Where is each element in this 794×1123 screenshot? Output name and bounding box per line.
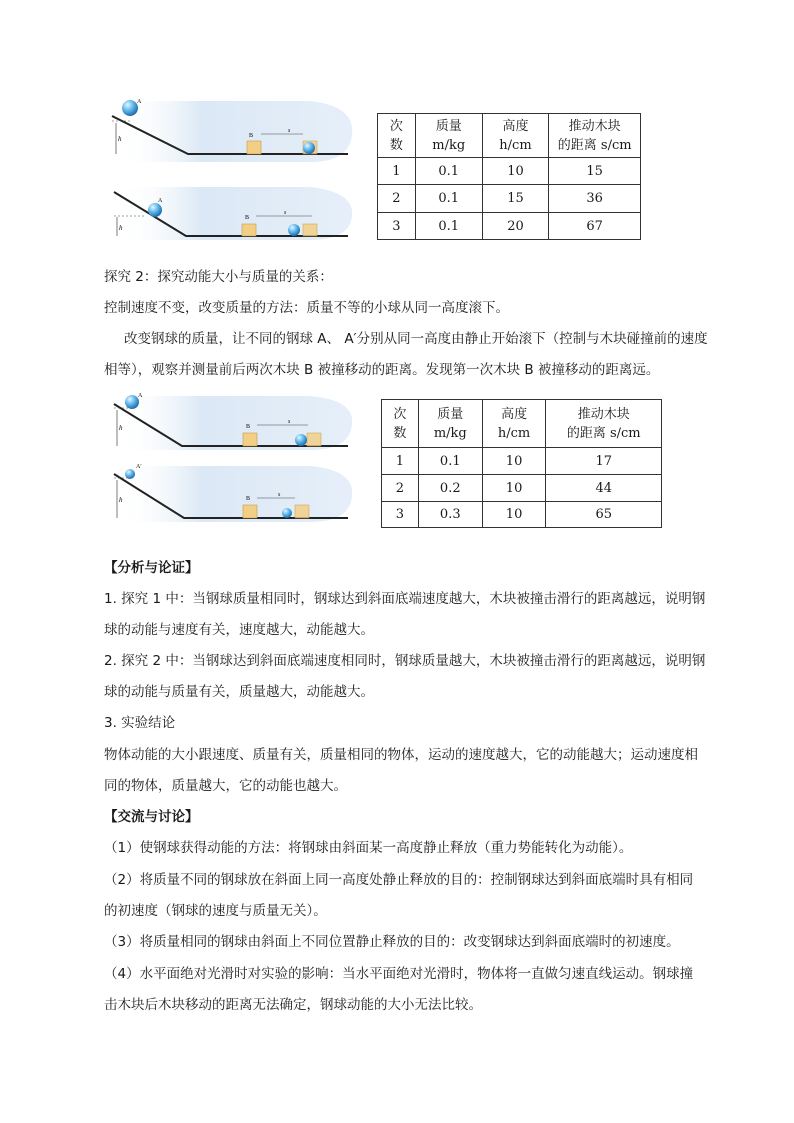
table-cell: 15 <box>549 158 641 185</box>
exp1-table <box>377 113 641 240</box>
ball-a-prime <box>125 469 135 479</box>
col-header-height: 高度 h/cm <box>482 400 546 448</box>
table-cell: 0.2 <box>418 475 482 502</box>
table-cell: 0.3 <box>418 502 482 528</box>
analysis-point1-line1: 1. 探究 1 中：当钢球质量相同时，钢球达到斜面底端速度越大，木块被撞击滑行的距离越远，说明钢 <box>104 591 706 607</box>
analysis-conclusion-line2: 同的物体，质量越大，它的动能也越大。 <box>104 778 347 794</box>
ball-a <box>148 203 162 217</box>
analysis-conclusion-title: 3. 实验结论 <box>104 715 176 731</box>
table-cell: 2 <box>382 475 419 502</box>
table-header-row <box>382 400 662 448</box>
table-row <box>382 502 662 528</box>
table-cell: 2 <box>378 185 416 213</box>
analysis-point1-line2: 球的动能与速度有关，速度越大，动能越大。 <box>104 622 374 638</box>
table-cell: 20 <box>482 213 549 240</box>
table-cell: 15 <box>482 185 549 213</box>
exp2-title: 探究 2：探究动能大小与质量的关系： <box>104 269 333 285</box>
height-label: h <box>118 135 122 143</box>
table-cell: 1 <box>378 158 416 185</box>
table-cell: 3 <box>382 502 419 528</box>
discussion-item1: （1）使钢球获得动能的方法：将钢球由斜面某一高度静止释放（重力势能转化为动能）。 <box>104 840 633 856</box>
col-header-distance: 推动木块 的距离 s/cm <box>549 114 641 158</box>
analysis-point2-line1: 2. 探究 2 中：当钢球达到斜面底端速度相同时，钢球质量越大，木块被撞击滑行的距离越远，说明钢 <box>104 653 706 669</box>
ball-label: A <box>158 198 163 204</box>
col-header-trial: 次 数 <box>378 114 416 158</box>
ball-label: A <box>138 393 143 399</box>
block-b <box>243 505 257 518</box>
discussion-item4-line2: 击木块后木块移动的距离无法确定，钢球动能的大小无法比较。 <box>104 997 482 1013</box>
table-cell: 65 <box>546 502 662 528</box>
table-cell: 44 <box>546 475 662 502</box>
distance-label: s <box>284 210 287 216</box>
block-label: B <box>245 215 250 221</box>
distance-label: s <box>278 492 281 498</box>
table-row <box>378 213 641 240</box>
block-b <box>243 433 257 446</box>
distance-label: s <box>288 128 291 134</box>
analysis-heading: 【分析与论证】 <box>104 560 199 576</box>
analysis-point2-line2: 球的动能与质量有关，质量越大，动能越大。 <box>104 684 374 700</box>
table-header-row <box>378 114 641 158</box>
table-row <box>382 448 662 475</box>
height-label: h <box>119 496 123 504</box>
block-label: B <box>246 424 251 430</box>
col-header-distance: 推动木块 的距离 s/cm <box>546 400 662 448</box>
discussion-item2-line2: 的初速度（钢球的速度与质量无关）。 <box>104 903 327 919</box>
col-header-height: 高度 h/cm <box>482 114 549 158</box>
exp1-diagram-top <box>100 96 356 166</box>
exp2-description-line2: 相等），观察并测量前后两次木块 B 被撞移动的距离。发现第一次木块 B 被撞移动的距离远。 <box>104 362 660 378</box>
ball-a <box>125 395 139 409</box>
table-row <box>378 185 641 213</box>
exp2-diagram-bottom <box>100 462 356 526</box>
block-label: B <box>246 496 251 502</box>
table-cell: 10 <box>482 158 549 185</box>
height-label: h <box>119 224 123 232</box>
table-cell: 1 <box>382 448 419 475</box>
discussion-heading: 【交流与讨论】 <box>104 809 199 825</box>
exp2-description-line1: 改变钢球的质量，让不同的钢球 A、 A′分别从同一高度由静止开始滚下（控制与木块碰撞前的速度 <box>124 331 708 347</box>
col-header-trial: 次 数 <box>382 400 419 448</box>
table-cell: 10 <box>482 475 546 502</box>
height-label: h <box>119 424 123 432</box>
table-cell: 10 <box>482 448 546 475</box>
analysis-conclusion-line1: 物体动能的大小跟速度、质量有关，质量相同的物体，运动的速度越大，它的动能越大；运动速度相 <box>104 747 698 763</box>
exp2-diagram-top <box>100 392 356 454</box>
col-header-mass: 质量 m/kg <box>415 114 482 158</box>
table-cell: 17 <box>546 448 662 475</box>
exp2-table <box>381 399 662 528</box>
table-cell: 0.1 <box>415 185 482 213</box>
table-cell: 36 <box>549 185 641 213</box>
col-header-mass: 质量 m/kg <box>418 400 482 448</box>
table-cell: 0.1 <box>418 448 482 475</box>
table-cell: 10 <box>482 502 546 528</box>
discussion-item2-line1: （2）将质量不同的钢球放在斜面上同一高度处静止释放的目的：控制钢球达到斜面底端时具有相同 <box>104 872 694 888</box>
table-row <box>382 475 662 502</box>
exp2-method: 控制速度不变，改变质量的方法：质量不等的小球从同一高度滚下。 <box>104 300 509 316</box>
distance-label: s <box>288 419 291 425</box>
ball-label: A′ <box>136 464 142 470</box>
table-cell: 3 <box>378 213 416 240</box>
discussion-item3: （3）将质量相同的钢球由斜面上不同位置静止释放的目的：改变钢球达到斜面底端时的初速度。 <box>104 934 680 950</box>
block-label: B <box>249 133 254 139</box>
block-b <box>242 224 256 236</box>
ball-a <box>122 100 138 116</box>
discussion-item4-line1: （4）水平面绝对光滑时对实验的影响：当水平面绝对光滑时，物体将一直做匀速直线运动。钢球撞 <box>104 966 694 982</box>
table-cell: 0.1 <box>415 213 482 240</box>
ball-label: A <box>137 99 142 105</box>
table-cell: 67 <box>549 213 641 240</box>
exp1-diagram-bottom <box>100 182 356 244</box>
table-row <box>378 158 641 185</box>
table-cell: 0.1 <box>415 158 482 185</box>
block-b <box>247 141 261 154</box>
